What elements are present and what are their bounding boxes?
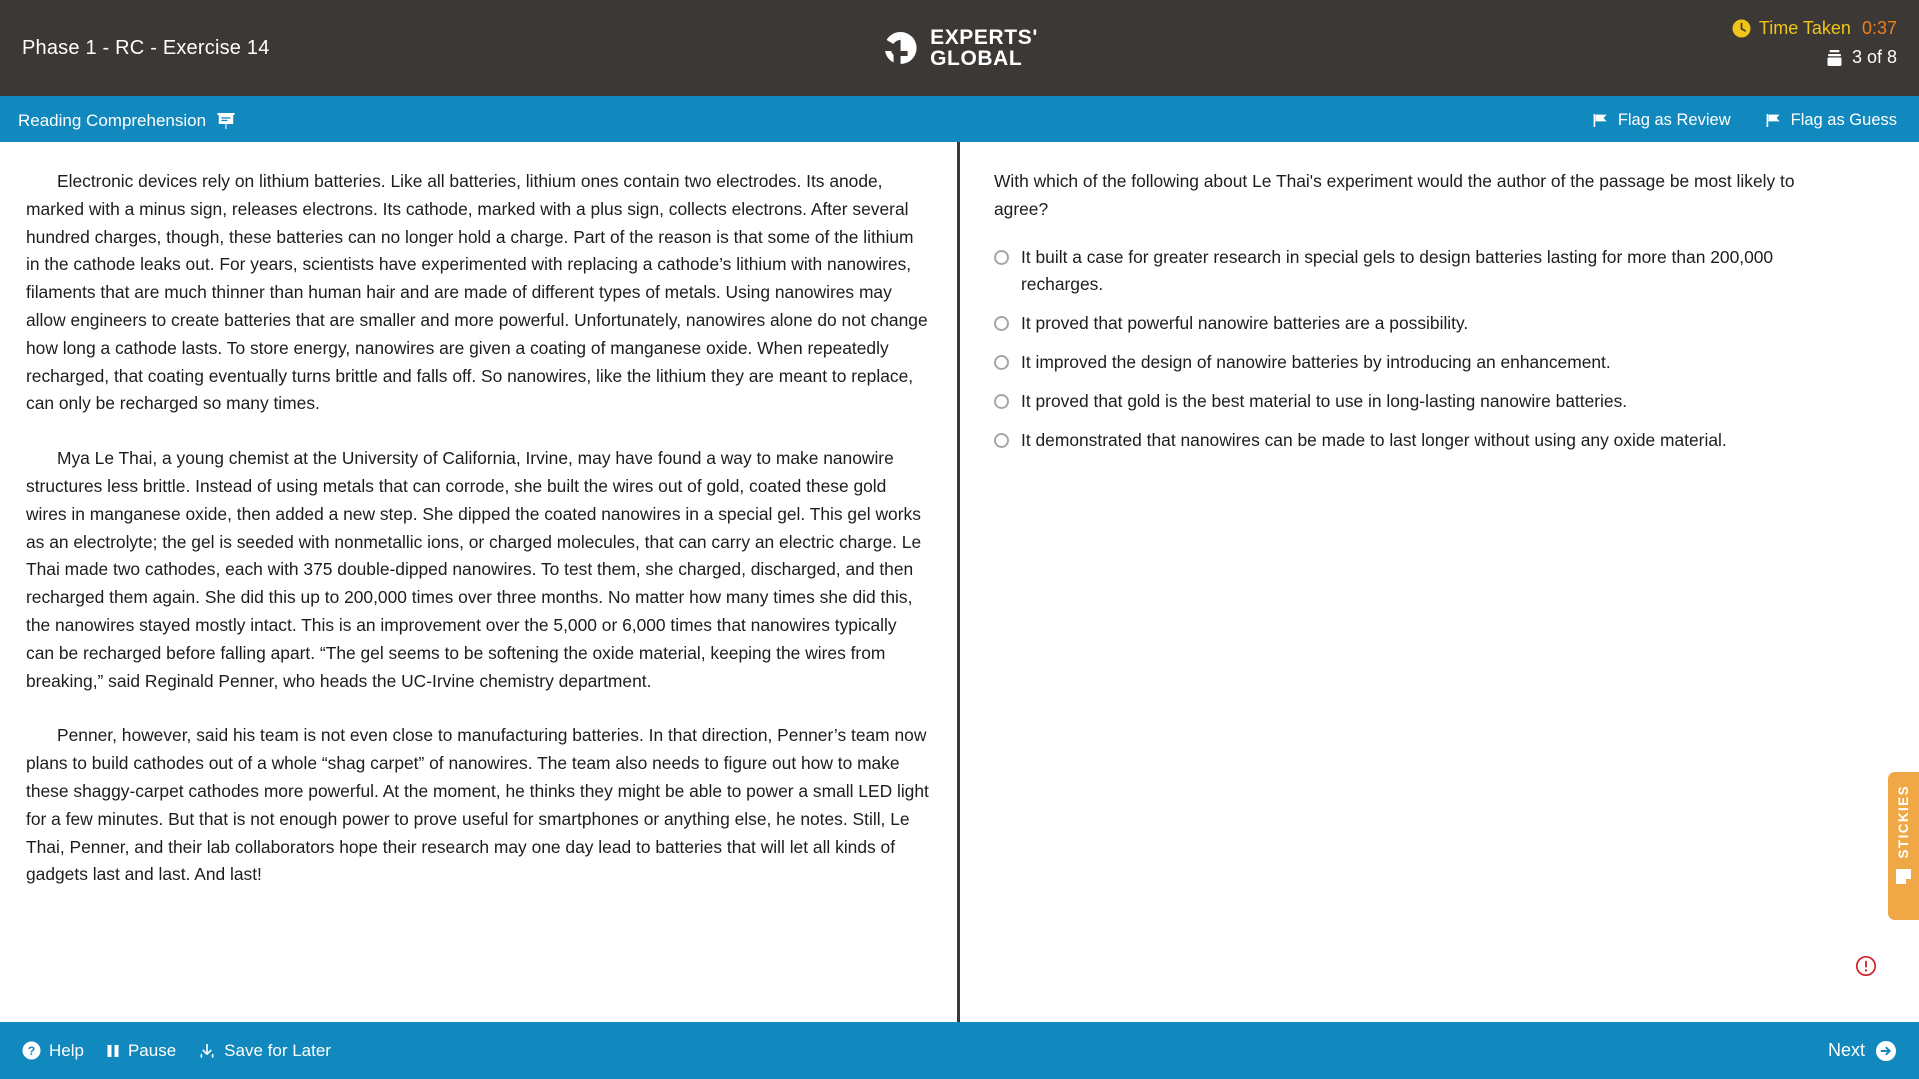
answer-option[interactable]	[994, 310, 1859, 338]
question-progress-row	[1826, 47, 1897, 68]
flag-icon	[1765, 112, 1782, 129]
timer-value: 0:37	[1861, 18, 1897, 38]
radio-button-icon[interactable]	[994, 433, 1009, 448]
answer-option[interactable]	[994, 388, 1859, 416]
answer-option-label: It proved that powerful nanowire batteries are a possibility.	[1021, 313, 1469, 334]
flag-as-guess-button[interactable]	[1765, 111, 1897, 130]
brand-logo	[881, 27, 1038, 69]
timer-label: Time Taken	[1758, 18, 1851, 38]
pause-button[interactable]	[106, 1041, 176, 1061]
bottom-toolbar-left	[22, 1041, 331, 1061]
help-label: Help	[49, 1040, 84, 1060]
presentation-board-icon[interactable]	[216, 111, 236, 131]
answer-option[interactable]	[994, 349, 1859, 377]
question-pane	[960, 142, 1919, 1022]
timer-row	[1732, 18, 1897, 39]
passage-paragraph: Penner, however, said his team is not even close to manufacturing batteries. In that direction, Penner’s team now plans to build cathodes out of a whole “shag carpet” of nanowires. The team also needs to figure out how to make these shaggy-carpet cathodes more powerful. At the moment, he thinks they might be able to power a small LED light for a few minutes. But that is not enough power to prove useful for smartphones or anything else, he notes. Still, Le Thai, Penner, and their lab collaborators hope their research may one day lead to batteries that will let all kinds of gadgets last and last. And last!	[26, 725, 929, 885]
question-stack-icon	[1826, 49, 1843, 67]
download-icon	[198, 1042, 216, 1060]
answer-option[interactable]	[994, 427, 1859, 455]
help-button[interactable]	[22, 1041, 84, 1061]
answer-option[interactable]	[994, 244, 1859, 300]
section-bar	[0, 99, 1919, 142]
stickies-tab[interactable]	[1888, 772, 1919, 920]
passage-paragraph: Mya Le Thai, a young chemist at the University of California, Irvine, may have found a way to make nanowire structures less brittle. Instead of using metals that can corrode, she built the wires out of gold, coated these gold wires in manganese oxide, then added a new step. She dipped the coated nanowires in a special gel. This gel works as an electrolyte; the gel is seeded with nonmetallic ions, or charged molecules, that can carry an electric charge. Le Thai made two cathodes, each with 375 double-dipped nanowires. To test them, she charged, discharged, and then recharged them again. She did this up to 200,000 times over three months. No matter how many times she did this, the nanowires stayed mostly intact. This is an improvement over the 5,000 or 6,000 times that nanowires typically can be recharged before falling apart. “The gel seems to be softening the oxide material, keeping the wires from breaking,” said Reginald Penner, who heads the UC-Irvine chemistry department.	[26, 448, 922, 691]
clock-icon	[1732, 19, 1751, 38]
passage-text	[26, 168, 929, 889]
brand-line-1: EXPERTS'	[930, 26, 1038, 49]
next-label: Next	[1827, 1040, 1865, 1060]
flag-as-guess-label: Flag as Guess	[1790, 111, 1897, 129]
answer-option-label: It improved the design of nanowire batteries by introducing an enhancement.	[1021, 351, 1611, 372]
svg-text:?: ?	[27, 1044, 36, 1058]
answer-option-label: It demonstrated that nanowires can be made to last longer without using any oxide material.	[1021, 429, 1727, 450]
flag-as-review-button[interactable]	[1592, 111, 1731, 130]
report-problem-icon[interactable]	[1855, 955, 1877, 977]
top-header-bar	[0, 0, 1919, 99]
arrow-right-circle-icon	[1875, 1040, 1897, 1062]
next-button[interactable]	[1828, 1040, 1897, 1062]
save-for-later-label: Save for Later	[224, 1040, 331, 1060]
experts-global-logo-icon	[881, 29, 919, 67]
answer-option-label: It proved that gold is the best material to use in long-lasting nanowire batteries.	[1021, 390, 1628, 411]
help-icon	[22, 1041, 41, 1060]
flag-icon	[1592, 112, 1609, 129]
radio-button-icon[interactable]	[994, 250, 1009, 265]
section-bar-right	[1592, 111, 1897, 130]
main-content	[0, 142, 1919, 1022]
passage-pane	[0, 142, 960, 1022]
question-progress-text: 3 of 8	[1851, 47, 1897, 67]
exercise-title: Phase 1 - RC - Exercise 14	[22, 37, 270, 59]
section-bar-left	[18, 111, 236, 131]
question-stem: With which of the following about Le Thai's experiment would the author of the passage be most likely to agree?	[994, 171, 1795, 219]
answer-options-list	[994, 244, 1859, 455]
radio-button-icon[interactable]	[994, 394, 1009, 409]
timer-and-progress	[1732, 18, 1897, 68]
passage-paragraph: Electronic devices rely on lithium batteries. Like all batteries, lithium ones contain two electrodes. Its anode, marked with a minus sign, releases electrons. Its cathode, marked with a plus sign, collects electrons. After several hundred charges, though, these batteries can no longer hold a charge. Part of the reason is that some of the lithium in the cathode leaks out. For years, scientists have experimented with replacing a cathode’s lithium with nanowires, filaments that are much thinner than human hair and are made of different types of metals. Using nanowires may allow engineers to create batteries that are smaller and more powerful. Unfortunately, nanowires alone do not change how long a cathode lasts. To store energy, nanowires are given a coating of manganese oxide. When repeatedly recharged, that coating eventually turns brittle and falls off. So nanowires, like the lithium they are meant to replace, can only be recharged so many times.	[26, 171, 928, 414]
pause-icon	[106, 1043, 120, 1059]
pause-label: Pause	[127, 1040, 177, 1060]
stickies-label: STICKIES	[1896, 785, 1911, 859]
answer-option-label: It built a case for greater research in special gels to design batteries lasting for more than 200,000 recharges.	[1021, 246, 1774, 295]
brand-wordmark	[930, 27, 1038, 69]
section-title: Reading Comprehension	[18, 110, 207, 130]
flag-as-review-label: Flag as Review	[1617, 111, 1731, 129]
radio-button-icon[interactable]	[994, 355, 1009, 370]
bottom-toolbar	[0, 1022, 1919, 1079]
sticky-note-icon	[1894, 867, 1913, 886]
save-for-later-button[interactable]	[198, 1041, 331, 1061]
brand-line-2: GLOBAL	[930, 47, 1023, 70]
radio-button-icon[interactable]	[994, 316, 1009, 331]
